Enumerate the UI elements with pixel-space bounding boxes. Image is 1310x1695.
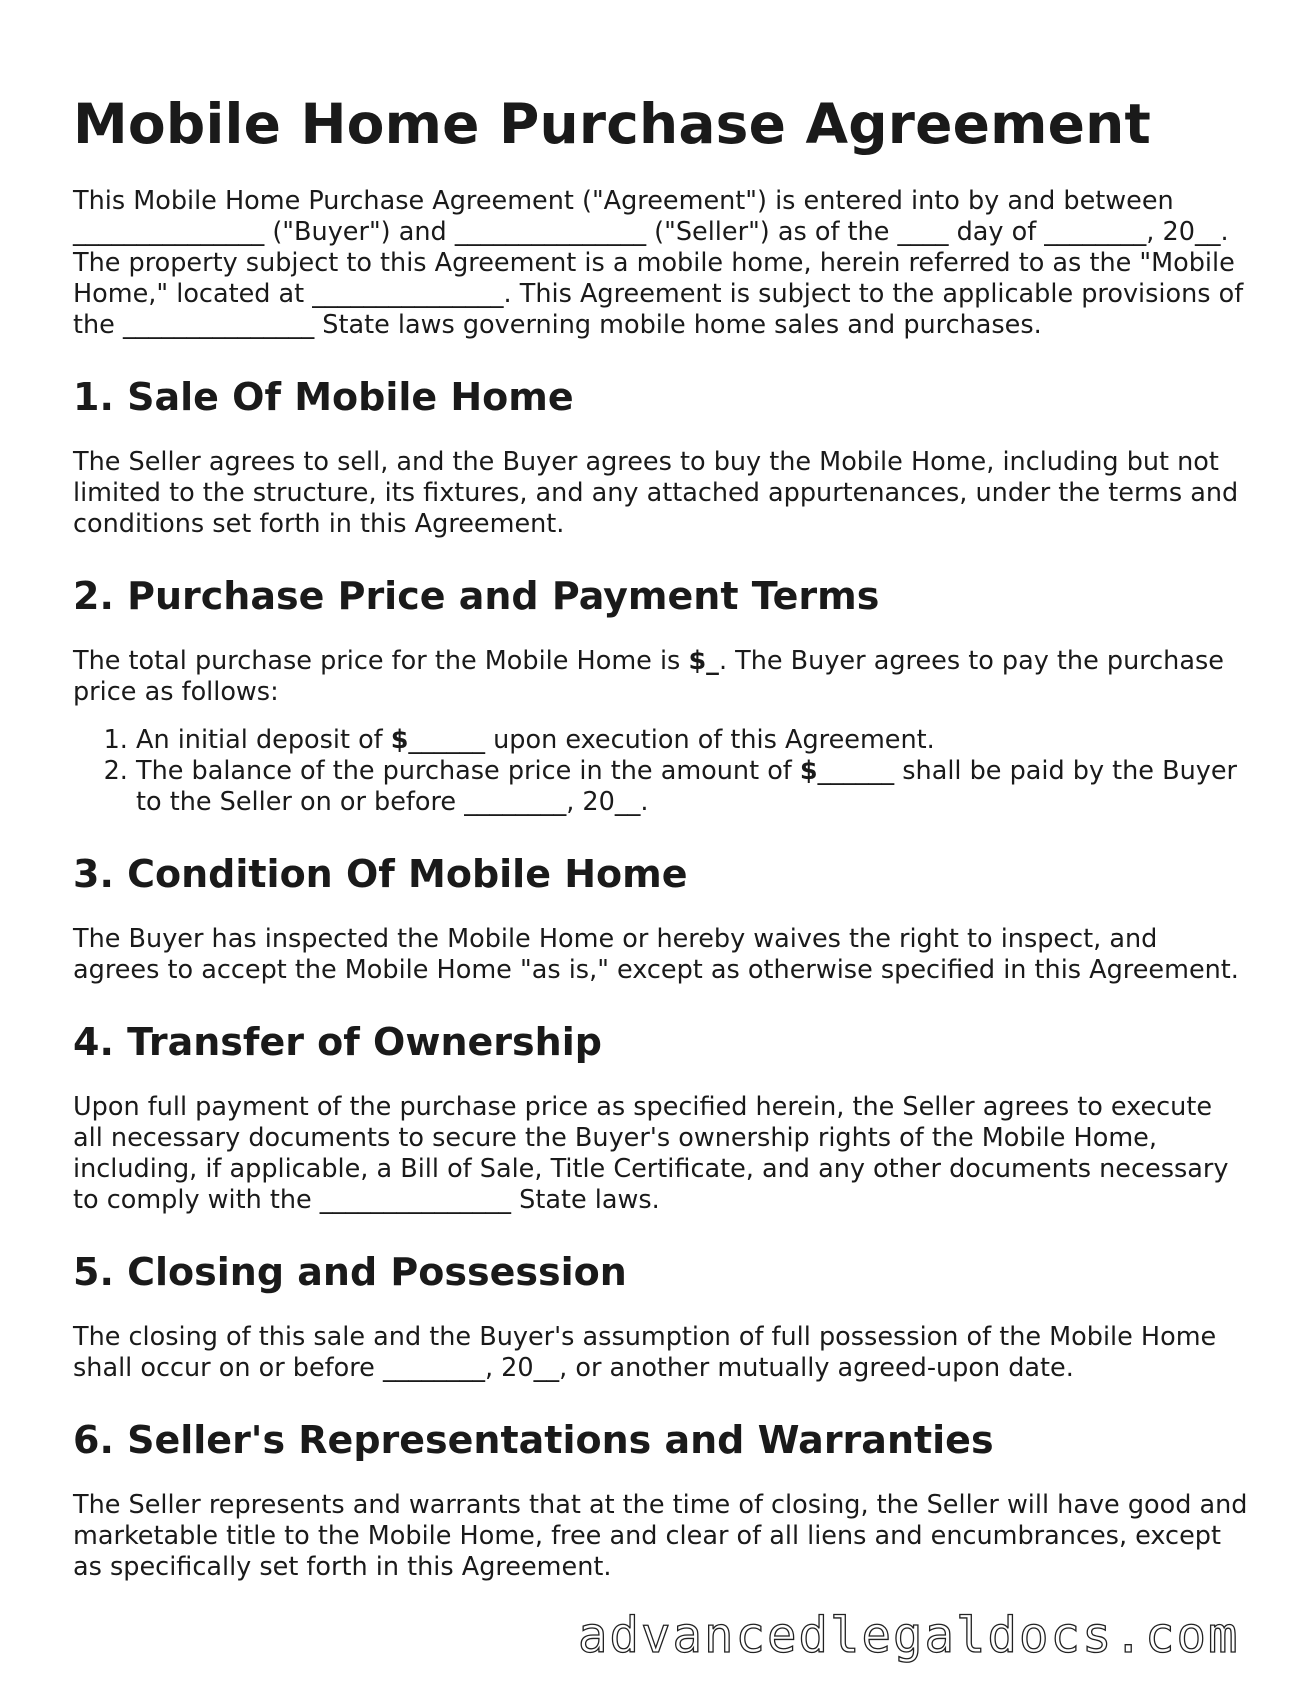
section-4-heading: 4. Transfer of Ownership: [73, 1020, 602, 1064]
section-2-body: [73, 646, 1248, 708]
section-1-body: The Seller agrees to sell, and the Buyer agrees to buy the Mobile Home, including but not limited to the structure, its fixtures, and any attached appurtenances, under the terms and conditions set forth in this Agreement.: [73, 447, 1239, 539]
section-6-heading: 6. Seller's Representations and Warranties: [73, 1418, 994, 1462]
section-6-body: The Seller represents and warrants that at the time of closing, the Seller will have good and marketable title to the Mobile Home, free and clear of all liens and encumbrances, except as specifically set forth in this Agreement.: [73, 1490, 1248, 1582]
payment-terms-list: [73, 725, 1248, 818]
section-3-body: The Buyer has inspected the Mobile Home or hereby waives the right to inspect, and agrees to accept the Mobile Home "as is," except as otherwise specified in this Agreement.: [73, 924, 1239, 985]
section-4-body: Upon full payment of the purchase price as specified herein, the Seller agrees to execute all necessary documents to secure the Buyer's ownership rights of the Mobile Home, including, if applicable, a Bill of Sale, Title Certificate, and any other documents necessary to comply with the _______________ State laws.: [73, 1092, 1229, 1215]
intro-paragraph: This Mobile Home Purchase Agreement ("Agreement") is entered into by and between _______________ ("Buyer") and _______________ ("Seller") as of the ____ day of ________, 20__. The property subject to this Agreement is a mobile home, herein referred to as the "Mobile Home," located at _______________. This Agreement is subject to the applicable provisions of the _______________ State laws governing mobile home sales and purchases.: [73, 186, 1244, 340]
section-2-heading: 2. Purchase Price and Payment Terms: [73, 574, 880, 618]
balance-amount-blank: $: [799, 756, 818, 786]
section-1-heading: 1. Sale Of Mobile Home: [73, 375, 574, 419]
section-2-body-text: The total purchase price for the Mobile Home is: [73, 646, 689, 676]
purchase-price-blank: $_: [688, 646, 719, 676]
watermark: advancedlegaldocs.com: [578, 1607, 1240, 1664]
list-item: 2. The balance of the purchase price in the amount of $______ shall be paid by the Buyer to the Seller on or before ________, 20__.: [136, 756, 1248, 818]
section-2-body-text-end: . The Buyer agrees to pay the purchase price as follows:: [73, 646, 1224, 707]
document-page: [73, 88, 1248, 1614]
section-5-body: The closing of this sale and the Buyer's assumption of full possession of the Mobile Home shall occur on or before ________, 20__, or another mutually agreed-upon date.: [73, 1322, 1217, 1383]
section-5-heading: 5. Closing and Possession: [73, 1250, 627, 1294]
deposit-amount-blank: $: [390, 725, 409, 755]
section-3-heading: 3. Condition Of Mobile Home: [73, 852, 688, 896]
list-item: 1. An initial deposit of $______ upon execution of this Agreement.: [136, 725, 1248, 756]
document-title: Mobile Home Purchase Agreement: [73, 92, 1151, 156]
